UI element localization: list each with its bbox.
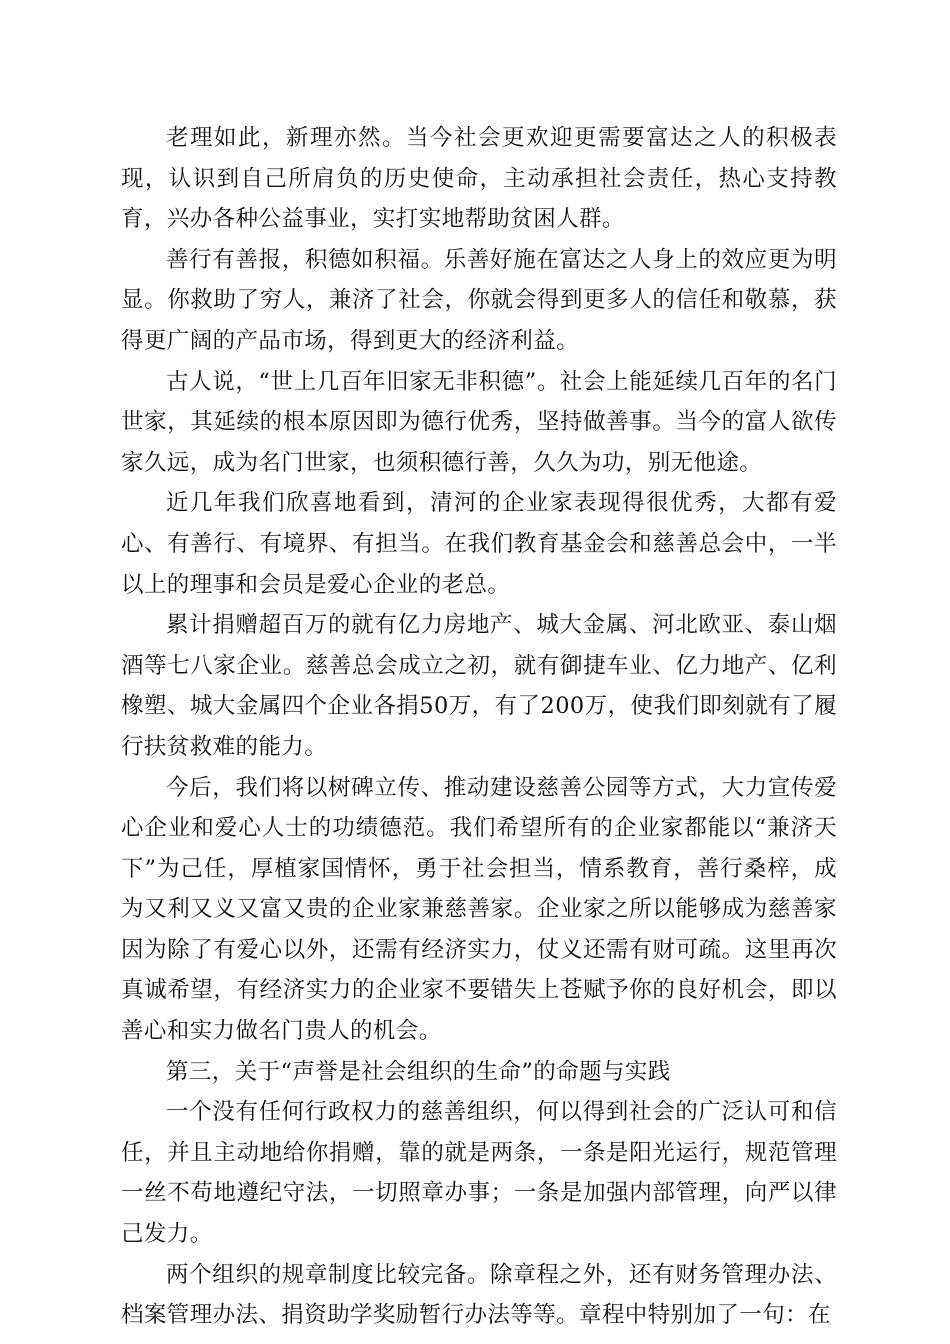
paragraph: 古人说，“世上几百年旧家无非积德”。社会上能延续几百年的名门世家，其延续的根本原因即为德行优秀，坚持做善事。当今的富人欲传家久远，成为名门世家，也须积德行善，久久为功，别无他途。: [121, 368, 837, 476]
paragraph: 今后，我们将以树碑立传、推动建设慈善公园等方式，大力宣传爱心企业和爱心人士的功绩德范。我们希望所有的企业家都能以“兼济天下”为己任，厚植家国情怀，勇于社会担当，情系教育，善行桑梓，成为又利又义又富又贵的企业家兼慈善家。企业家之所以能够成为慈善家因为除了有爱心以外，还需有经济实力，仗义还需有财可疏。这里再次真诚希望，有经济实力的企业家不要错失上苍赋予你的良好机会，即以善心和实力做名门贵人的机会。: [121, 774, 837, 1045]
paragraph: 近几年我们欣喜地看到，清河的企业家表现得很优秀，大都有爱心、有善行、有境界、有担当。在我们教育基金会和慈善总会中，一半以上的理事和会员是爱心企业的老总。: [121, 490, 837, 598]
paragraph: 两个组织的规章制度比较完备。除章程之外，还有财务管理办法、档案管理办法、捐资助学奖励暂行办法等等。章程中特别加了一句：在: [121, 1261, 837, 1329]
section-heading: 第三，关于“声誉是社会组织的生命”的命题与实践: [166, 1058, 671, 1085]
paragraph: 老理如此，新理亦然。当今社会更欢迎更需要富达之人的积极表现，认识到自己所肩负的历史使命，主动承担社会责任，热心支持教育，兴办各种公益事业，实打实地帮助贫困人群。: [121, 125, 837, 233]
document-body: [121, 118, 837, 1336]
paragraph: 一个没有任何行政权力的慈善组织，何以得到社会的广泛认可和信任，并且主动地给你捐赠，靠的就是两条，一条是阳光运行，规范管理一丝不苟地遵纪守法，一切照章办事；一条是加强内部管理，向严以律己发力。: [121, 1099, 837, 1248]
paragraph: 累计捐赠超百万的就有亿力房地产、城大金属、河北欧亚、泰山烟酒等七八家企业。慈善总会成立之初，就有御捷车业、亿力地产、亿利橡塑、城大金属四个企业各捐50万，有了200万，使我们即刻就有了履行扶贫救难的能力。: [121, 612, 837, 760]
paragraph: 善行有善报，积德如积福。乐善好施在富达之人身上的效应更为明显。你救助了穷人，兼济了社会，你就会得到更多人的信任和敬慕，获得更广阔的产品市场，得到更大的经济利益。: [121, 246, 837, 354]
